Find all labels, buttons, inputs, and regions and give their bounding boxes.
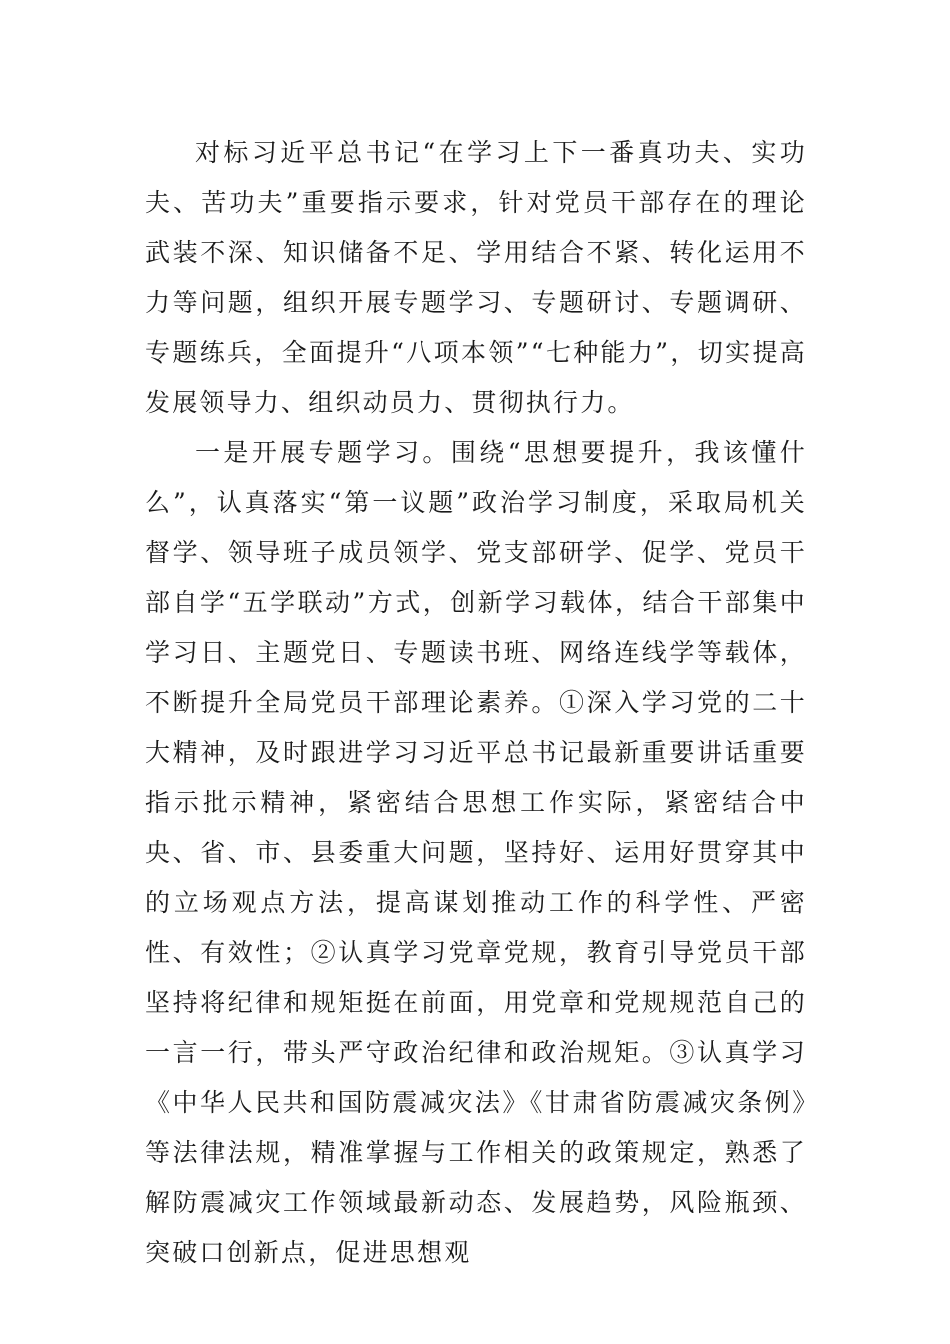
paragraph-topic-study: 一是开展专题学习。围绕“思想要提升，我该懂什么”，认真落实“第一议题”政治学习制度，采取局机关督学、领导班子成员领学、党支部研学、促学、党员干部自学“五学联动”方式，创新学习载体，结合干部集中学习日、主题党日、专题读书班、网络连线学等载体，不断提升全局党员干部理论素养。①深入学习党的二十大精神，及时跟进学习习近平总书记最新重要讲话重要指示批示精神，紧密结合思想工作实际，紧密结合中央、省、市、县委重大问题，坚持好、运用好贯穿其中的立场观点方法，提高谋划推动工作的科学性、严密性、有效性；②认真学习党章党规，教育引导党员干部坚持将纪律和规矩挺在前面，用党章和党规规范自己的一言一行，带头严守政治纪律和政治规矩。③认真学习《中华人民共和国防震减灾法》《甘肃省防震减灾条例》等法律法规，精准掌握与工作相关的政策规定，熟悉了解防震减灾工作领域最新动态、发展趋势，风险瓶颈、突破口创新点，促进思想观 [145, 438, 807, 1267]
paragraph-intro: 对标习近平总书记“在学习上下一番真功夫、实功夫、苦功夫”重要指示要求，针对党员干部存在的理论武装不深、知识储备不足、学用结合不紧、转化运用不力等问题，组织开展专题学习、专题研讨、专题调研、专题练兵，全面提升“八项本领”“七种能力”，切实提高发展领导力、组织动员力、贯彻执行力。 [145, 138, 807, 417]
document-body [145, 128, 807, 1278]
